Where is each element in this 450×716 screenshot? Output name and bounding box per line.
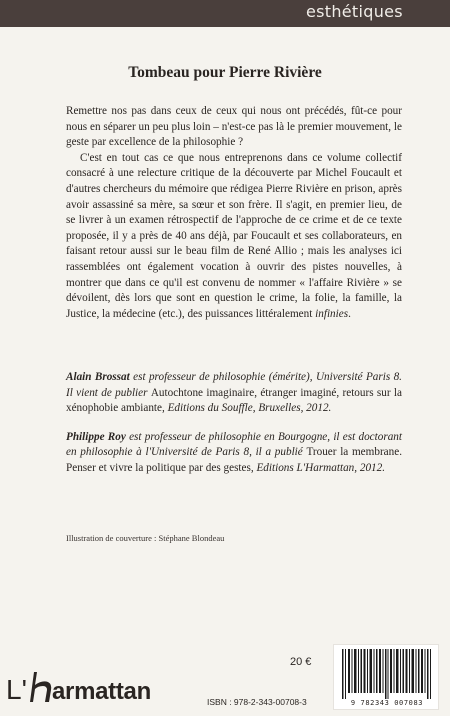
bio-roy: [66, 430, 402, 477]
book-title: Tombeau pour Pierre Rivière: [128, 64, 322, 81]
book-title-roy: Trouer la membrane. Penser et vivre la politique par des gestes: [66, 446, 402, 474]
publisher-roy: , Editions L'Harmattan, 2012.: [250, 461, 386, 474]
barcode-digits: 9 782343 007083: [350, 699, 424, 707]
paragraph-main-period: .: [348, 307, 351, 320]
author-name-roy: Philippe Roy: [66, 430, 126, 443]
bio-brossat: [66, 370, 402, 417]
author-bios: [66, 370, 402, 477]
paragraph-intro: Remettre nos pas dans ceux de ceux qui nous ont précédés, fût-ce pour nous en séparer un peu plus loin – n'est-ce pas là le premier mouvement, le geste par excellence de la philosophie ?: [66, 105, 402, 149]
barcode-icon: [342, 649, 432, 699]
author-role-roy: est professeur de philosophie en Bourgogne, il est doctorant en philosophie à l'Université de Paris 8, il a publié: [66, 430, 402, 459]
back-cover-text: [66, 104, 402, 322]
series-label: esthétiques: [306, 2, 403, 21]
barcode: [333, 644, 439, 710]
isbn: ISBN : 978-2-343-00708-3: [207, 697, 307, 707]
book-title-brossat: Autochtone imaginaire, étranger imaginé, retours sur la xénophobie ambiante: [66, 386, 403, 415]
price: 20 €: [290, 656, 312, 668]
paragraph-main-italic: infinies: [315, 307, 349, 320]
series-band: [0, 0, 450, 27]
paragraph-main-text: C'est en tout cas ce que nous entreprenons dans ce volume collectif consacré à une relecture critique de la découverte par Michel Foucault et d'autres chercheurs du mémoire que rédigea Pierre Rivière en prison, après avoir assassiné sa mère, sa sœur et son frère. Il s'agit, en premier lieu, de se livrer à un examen rétrospectif de l'approche de ce crime et de ce texte proposée, il y a près de 40 ans déjà, par Foucault et ses collaborateurs, en faisant retour aussi sur le beau film de René Allio ; mais les analyses ici rassemblées ont également vocation à ouvrir des pistes nouvelles, à montrer que dans ce qu'il est convenu de nommer « l'affaire Rivière » se dévoilent, dès lors que sont en question le crime, la folie, la famille, la Justice, la médecine (etc.), des puissances littéralement: [66, 151, 402, 320]
author-name-brossat: Alain Brossat: [66, 371, 130, 383]
logo-prefix: L': [6, 674, 27, 705]
logo-text: armattan: [52, 678, 151, 705]
publisher-logo: [6, 666, 206, 710]
publisher-brossat: , Editions du Souffle, Bruxelles, 2012.: [162, 402, 332, 415]
author-role-brossat: est professeur de philosophie (émérite), Université Paris 8. Il vient de publier: [66, 371, 402, 399]
illustration-credit: Illustration de couverture : Stéphane Blondeau: [66, 533, 225, 543]
paragraph-main: [66, 151, 402, 323]
